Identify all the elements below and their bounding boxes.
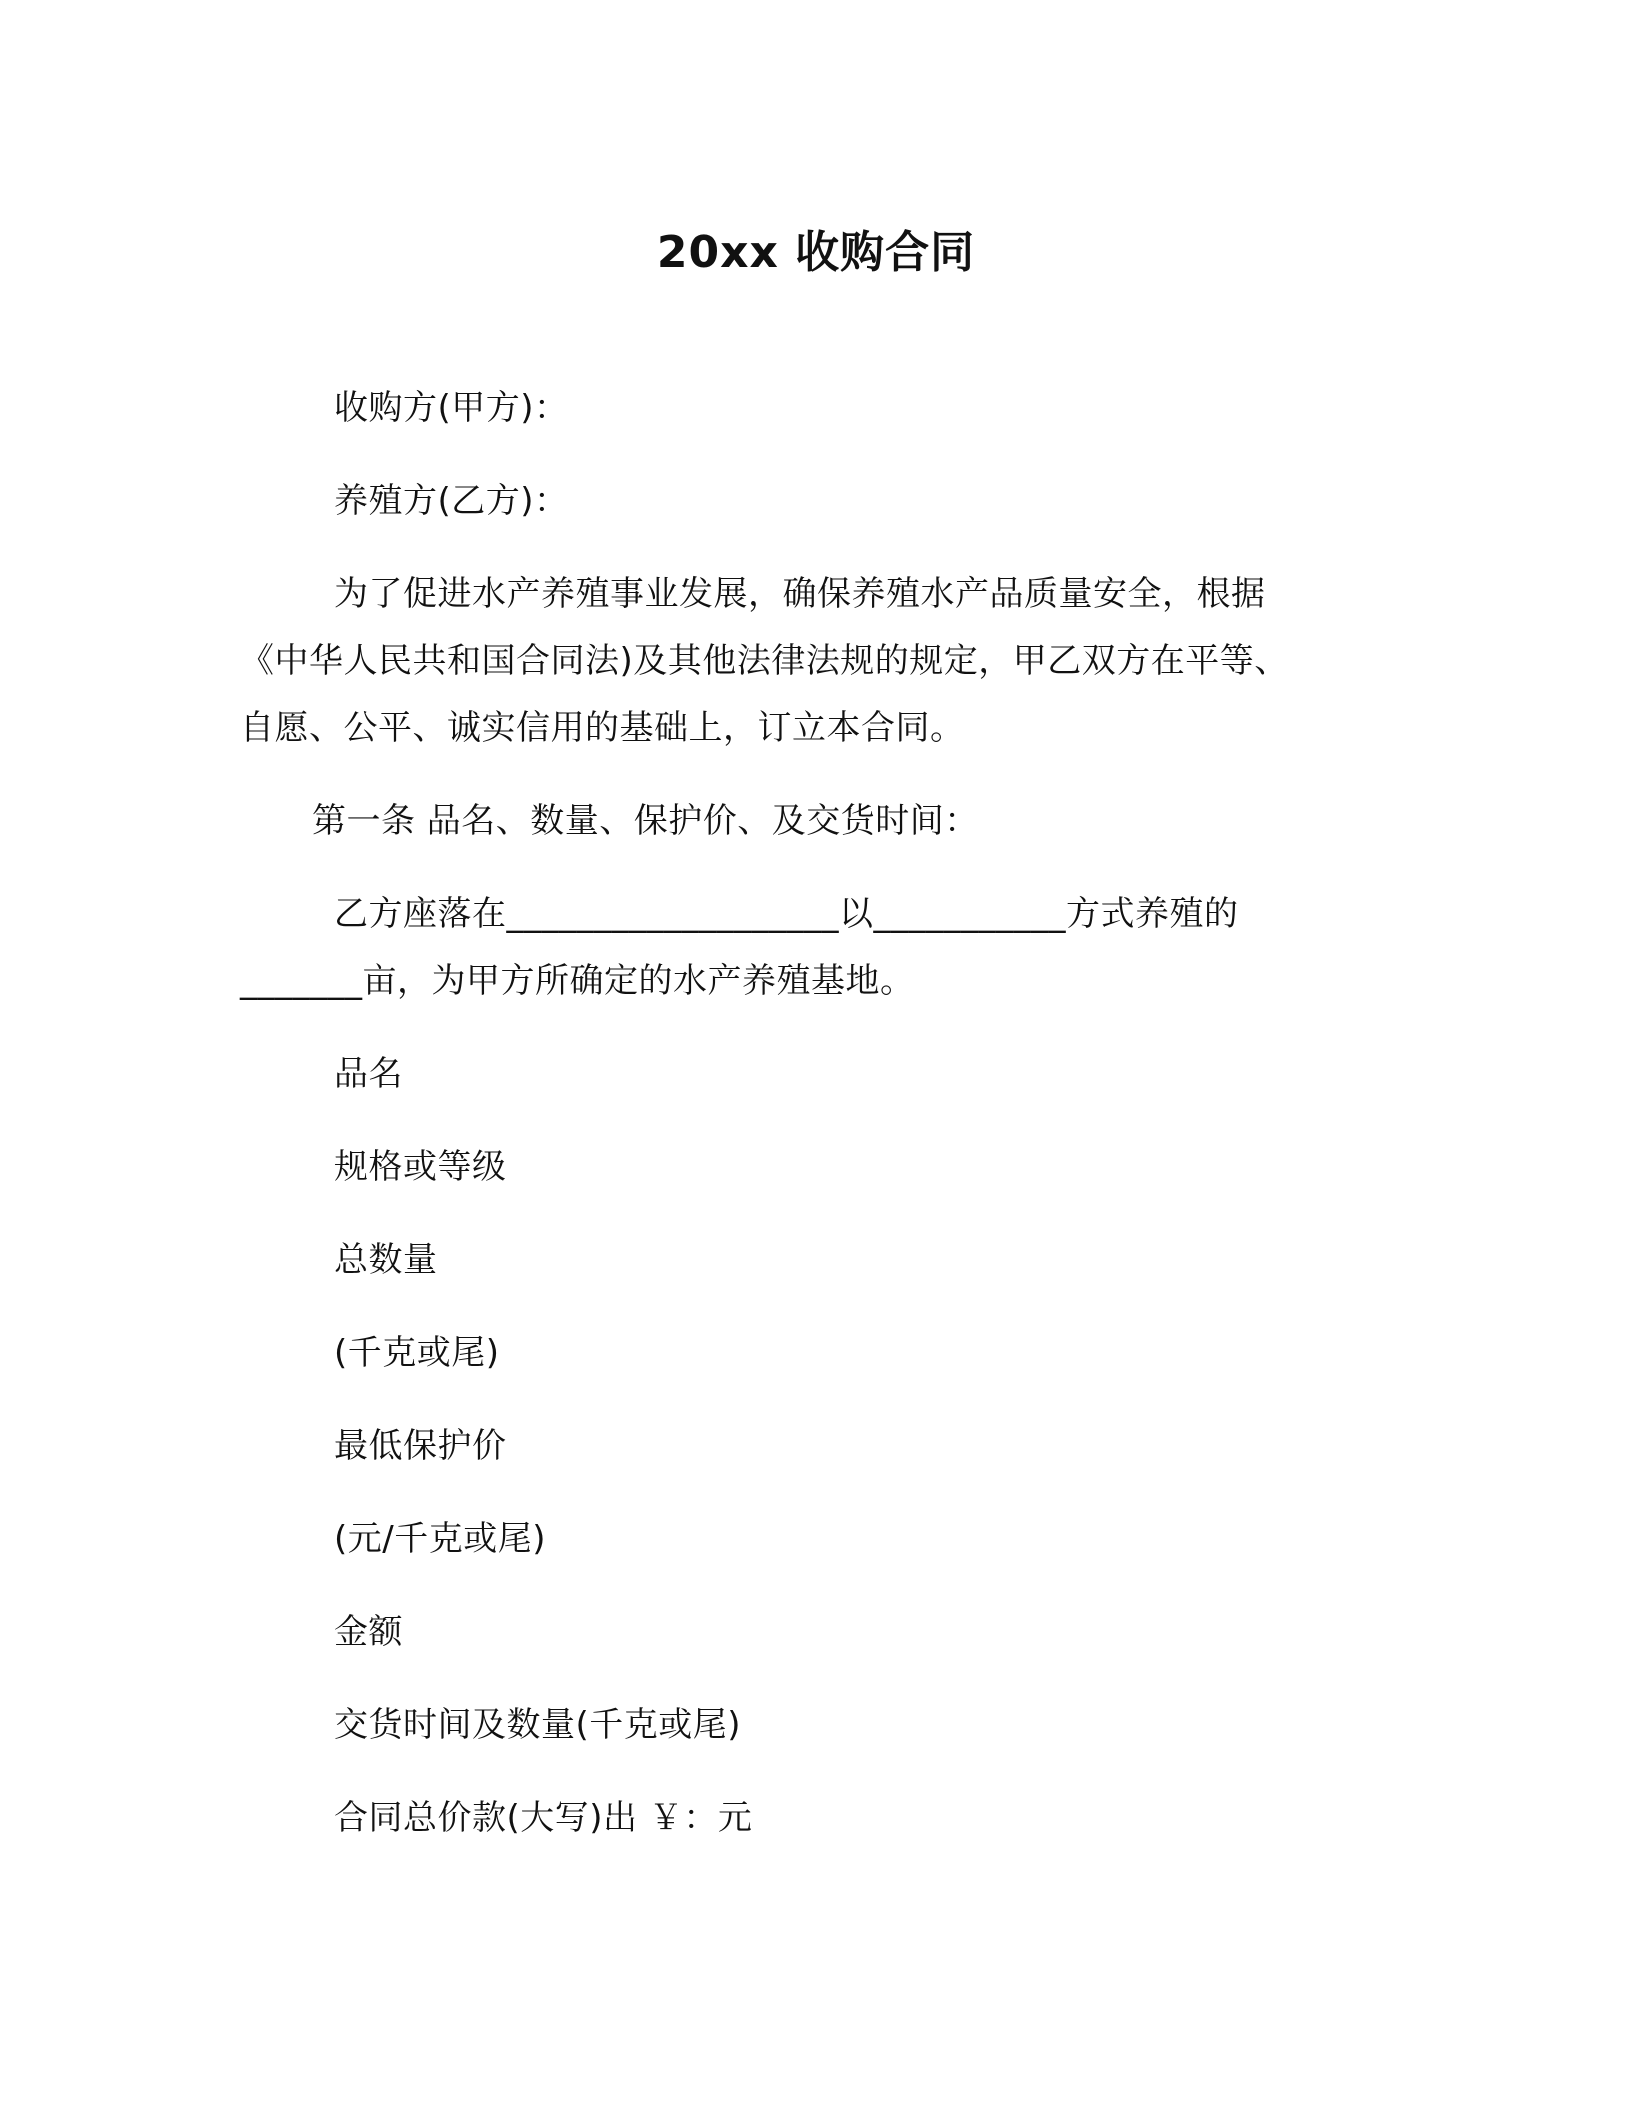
party-a-label: 收购方(甲方)： bbox=[334, 388, 569, 428]
field-total-quantity: 总数量 bbox=[334, 1240, 438, 1280]
field-price-unit: (元/千克或尾) bbox=[334, 1519, 546, 1559]
party-b-label: 养殖方(乙方)： bbox=[334, 481, 569, 521]
document-title: 20xx 收购合同 bbox=[656, 227, 976, 278]
field-delivery-time-quantity: 交货时间及数量(千克或尾) bbox=[334, 1705, 742, 1745]
intro-line-2: 《中华人民共和国合同法)及其他法律法规的规定，甲乙双方在平等、 bbox=[240, 641, 1289, 681]
field-amount: 金额 bbox=[334, 1612, 403, 1652]
intro-line-1: 为了促进水产养殖事业发展，确保养殖水产品质量安全，根据 bbox=[334, 574, 1266, 614]
field-spec-grade: 规格或等级 bbox=[334, 1147, 507, 1187]
intro-line-3: 自愿、公平、诚实信用的基础上，订立本合同。 bbox=[240, 708, 965, 748]
field-contract-total-price: 合同总价款(大写)出 ￥：元 bbox=[334, 1798, 753, 1838]
field-min-protected-price: 最低保护价 bbox=[334, 1426, 507, 1466]
field-product-name: 品名 bbox=[334, 1054, 403, 1094]
base-description-line-2: _______亩，为甲方所确定的水产养殖基地。 bbox=[240, 961, 915, 1001]
article-1-heading: 第一条 品名、数量、保护价、及交货时间： bbox=[312, 801, 979, 841]
field-quantity-unit: (千克或尾) bbox=[334, 1333, 500, 1373]
base-description-line-1: 乙方座落在___________________以___________方式养殖的 bbox=[334, 894, 1239, 934]
